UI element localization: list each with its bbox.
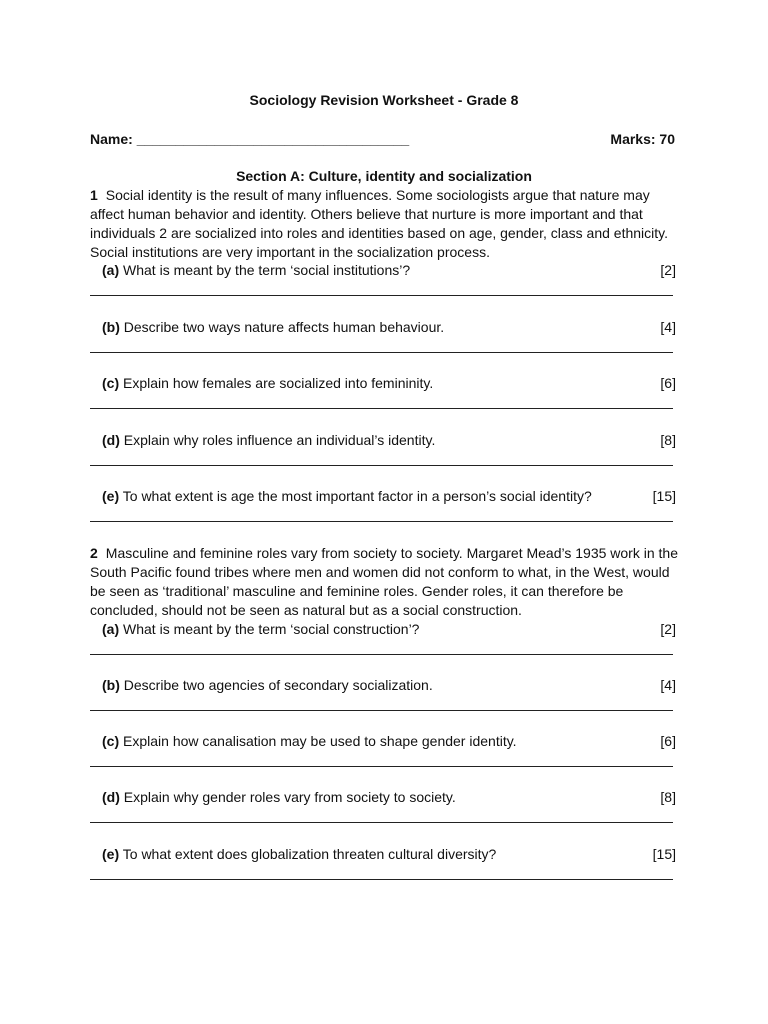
question-2b-marks: [4] [660,677,676,693]
question-2d-text: Explain why gender roles vary from society to society. [123,789,456,805]
question-2e [102,846,676,865]
question-2-number: 2 [90,545,98,561]
question-1e-letter: (e) [102,488,120,504]
answer-line-1d[interactable] [90,465,673,466]
question-2e-letter: (e) [102,846,120,862]
answer-line-2b[interactable] [90,710,673,711]
question-1b-text: Describe two ways nature affects human behaviour. [123,319,445,335]
answer-line-1a[interactable] [90,295,673,296]
name-label: Name: [90,131,133,147]
answer-line-2c[interactable] [90,766,673,767]
question-2c-marks: [6] [660,733,676,749]
question-1a-marks: [2] [660,262,676,278]
question-1a [102,262,676,281]
answer-line-1b[interactable] [90,352,673,353]
question-2e-text: To what extent does globalization threaten cultural diversity? [122,846,497,862]
question-2b-text: Describe two agencies of secondary socialization. [123,677,433,693]
question-2a [102,621,676,640]
question-1-stem [90,186,682,262]
question-2b-letter: (b) [102,677,120,693]
question-2c-letter: (c) [102,733,120,749]
question-1d-marks: [8] [660,432,676,448]
question-1a-letter: (a) [102,262,120,278]
question-2a-text: What is meant by the term ‘social construction’? [123,621,420,637]
question-1-text: Social identity is the result of many influences. Some sociologists argue that nature may affect human behavior and identity. Others believe that nurture is more important and that individuals 2 are socialized into roles and identities based on age, gender, class and ethnicity. Social institutions are very important in the socialization process. [90,187,668,260]
question-2a-marks: [2] [660,621,676,637]
question-1c-text: Explain how females are socialized into femininity. [123,375,434,391]
question-1d [102,432,676,451]
question-2-stem [90,544,682,620]
question-1-number: 1 [90,187,98,203]
name-field [90,131,409,147]
question-2d-letter: (d) [102,789,120,805]
question-1e [102,488,676,507]
worksheet-title: Sociology Revision Worksheet - Grade 8 [249,92,519,108]
question-2d [102,789,676,808]
question-1e-text: To what extent is age the most important factor in a person’s social identity? [122,488,592,504]
question-2a-letter: (a) [102,621,120,637]
total-marks: Marks: 70 [610,131,675,147]
question-2b [102,677,676,696]
answer-line-2e[interactable] [90,879,673,880]
question-1a-text: What is meant by the term ‘social institutions’? [123,262,411,278]
question-2-text: Masculine and feminine roles vary from society to society. Margaret Mead’s 1935 work in the South Pacific found tribes where men and women did not conform to what, in the West, would be seen as ‘traditional’ masculine and feminine roles. Gender roles, it can therefore be concluded, should not be seen as natural but as a social construction. [90,545,678,618]
question-1c-letter: (c) [102,375,120,391]
question-1c-marks: [6] [660,375,676,391]
question-2d-marks: [8] [660,789,676,805]
question-1b-marks: [4] [660,319,676,335]
name-blank: ___________________________________ [136,131,410,147]
question-1b-letter: (b) [102,319,120,335]
question-1b [102,319,676,338]
answer-line-1e[interactable] [90,521,673,522]
question-1d-letter: (d) [102,432,120,448]
question-1e-marks: [15] [652,488,676,504]
answer-line-2d[interactable] [90,822,673,823]
section-title: Section A: Culture, identity and socialization [236,168,532,184]
question-2c [102,733,676,752]
answer-line-2a[interactable] [90,654,673,655]
answer-line-1c[interactable] [90,408,673,409]
question-1d-text: Explain why roles influence an individual’s identity. [123,432,436,448]
question-2e-marks: [15] [652,846,676,862]
question-1c [102,375,676,394]
question-2c-text: Explain how canalisation may be used to shape gender identity. [123,733,517,749]
